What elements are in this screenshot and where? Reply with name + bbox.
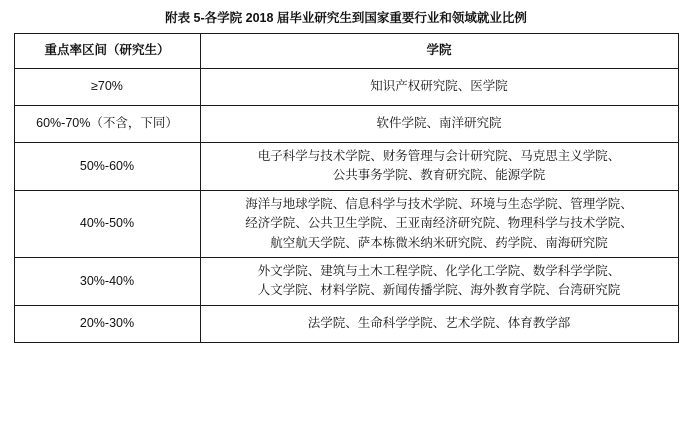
- college-line: 外文学院、建筑与土木工程学院、化学化工学院、数学科学学院、: [257, 263, 621, 278]
- table-row: [14, 106, 678, 143]
- cell-colleges: [200, 305, 678, 342]
- column-header-range: 重点率区间（研究生）: [14, 34, 200, 69]
- college-line: 海洋与地球学院、信息科学与技术学院、环境与生态学院、管理学院、: [245, 196, 633, 211]
- cell-range: 40%-50%: [14, 190, 200, 257]
- college-line: 经济学院、公共卫生学院、王亚南经济研究院、物理科学与技术学院、: [245, 216, 633, 231]
- cell-range: 50%-60%: [14, 143, 200, 191]
- table-row: [14, 69, 678, 106]
- cell-colleges: [200, 257, 678, 305]
- college-line: 人文学院、材料学院、新闻传播学院、海外教育学院、台湾研究院: [257, 283, 621, 298]
- college-line: 航空航天学院、萨本栋微米纳米研究院、药学院、南海研究院: [270, 235, 608, 250]
- college-line: 电子科学与技术学院、财务管理与会计研究院、马克思主义学院、: [257, 149, 621, 163]
- page-title: 附表 5-各学院 2018 届毕业研究生到国家重要行业和领域就业比例: [165, 11, 527, 25]
- cell-colleges: [200, 143, 678, 191]
- cell-colleges: [200, 69, 678, 106]
- cell-colleges: [200, 106, 678, 143]
- table-row: [14, 190, 678, 257]
- employment-ratio-table: [14, 33, 679, 343]
- college-line: 法学院、生命科学学院、艺术学院、体育教学部: [307, 315, 571, 330]
- table-row: [14, 257, 678, 305]
- college-line: 软件学院、南洋研究院: [376, 116, 502, 131]
- cell-range: 20%-30%: [14, 305, 200, 342]
- cell-range: ≥70%: [14, 69, 200, 106]
- college-line: 知识产权研究院、医学院: [370, 79, 508, 94]
- table-row: [14, 143, 678, 191]
- cell-range: 60%-70%（不含，下同）: [14, 106, 200, 143]
- table-header: [14, 34, 678, 69]
- college-line: 公共事务学院、教育研究院、能源学院: [332, 168, 546, 183]
- table-row: [14, 305, 678, 342]
- table-body: [14, 69, 678, 343]
- table-header-row: [14, 34, 678, 69]
- cell-range: 30%-40%: [14, 257, 200, 305]
- column-header-colleges: 学院: [200, 34, 678, 69]
- cell-colleges: [200, 190, 678, 257]
